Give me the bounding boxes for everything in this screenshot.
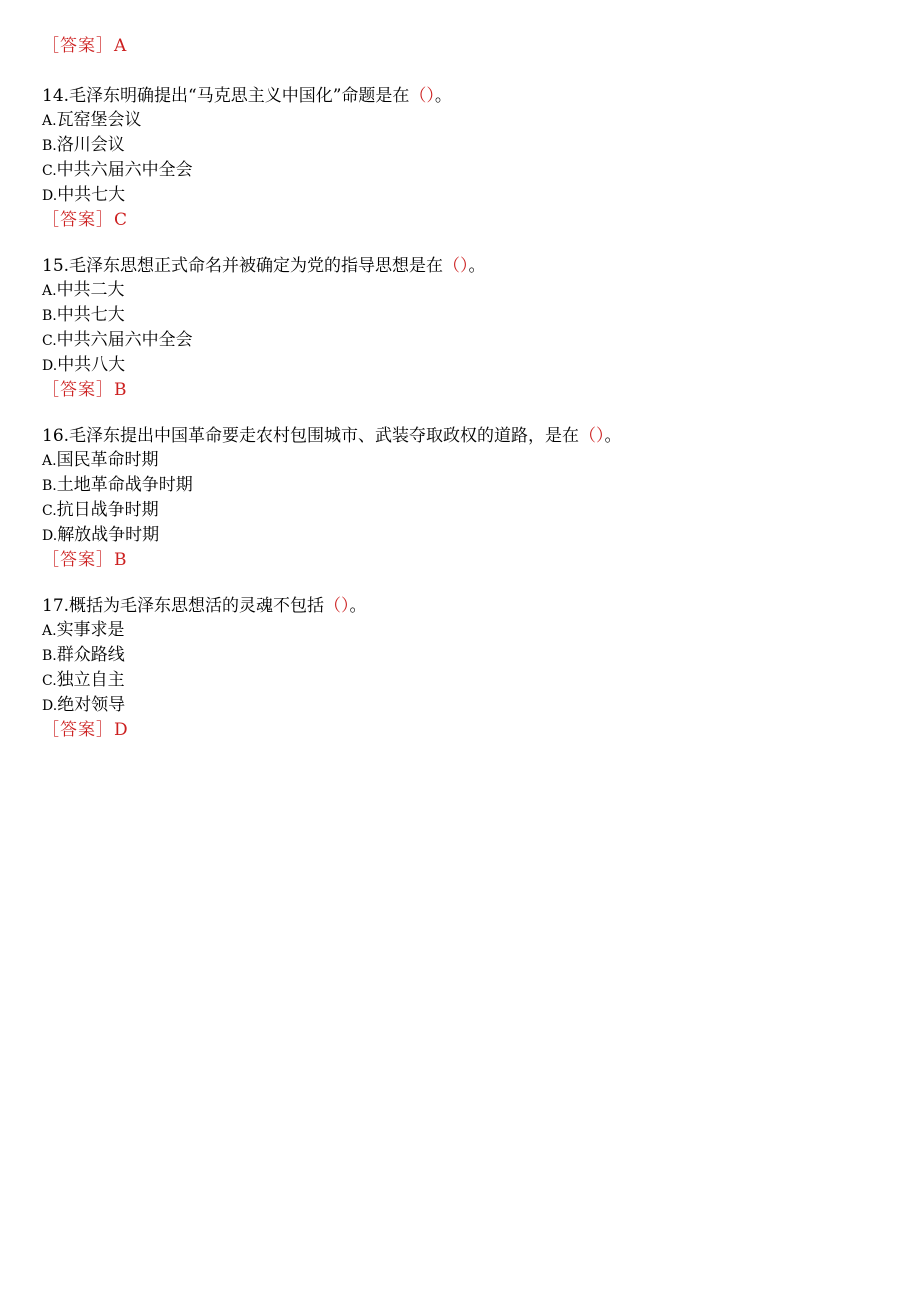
option-text: 瓦窑堡会议: [56, 110, 142, 130]
option-d: [42, 693, 882, 718]
answer-value: B: [114, 380, 128, 400]
option-a: [42, 108, 882, 133]
option-a: [42, 278, 882, 303]
question-16: [42, 424, 882, 572]
option-text: 绝对领导: [57, 695, 126, 715]
answer-line: [42, 548, 882, 572]
question-stem: [42, 424, 882, 448]
option-text: 中共八大: [57, 355, 126, 375]
option-c: [42, 158, 882, 183]
option-c: [42, 668, 882, 693]
option-letter: A.: [42, 283, 57, 299]
option-c: [42, 328, 882, 353]
option-letter: D.: [42, 188, 58, 204]
answer-label: ［答案］: [42, 380, 114, 400]
option-b: [42, 303, 882, 328]
stem-end: 。: [468, 256, 486, 276]
answer-label: ［答案］: [42, 550, 114, 570]
option-c: [42, 498, 882, 523]
option-d: [42, 353, 882, 378]
stem-end: 。: [434, 86, 452, 106]
option-letter: B.: [42, 308, 57, 324]
option-text: 实事求是: [56, 620, 125, 640]
option-letter: A.: [42, 453, 57, 469]
stem-end: 。: [349, 596, 367, 616]
question-14: [42, 84, 882, 232]
option-letter: C.: [42, 163, 57, 179]
answer-value: D: [114, 720, 129, 740]
question-stem: [42, 254, 882, 278]
blank-parentheses: （）: [324, 596, 350, 616]
option-letter: C.: [42, 333, 57, 349]
question-17: [42, 594, 882, 742]
option-b: [42, 643, 882, 668]
option-text: 洛川会议: [56, 135, 125, 155]
option-d: [42, 183, 882, 208]
option-letter: A.: [42, 113, 57, 129]
option-text: 解放战争时期: [57, 525, 160, 545]
stem-text: 17.概括为毛泽东思想活的灵魂不包括: [42, 596, 325, 616]
option-text: 中共二大: [56, 280, 125, 300]
answer-line: [42, 378, 882, 402]
question-15: [42, 254, 882, 402]
option-text: 中共七大: [57, 185, 126, 205]
stem-end: 。: [604, 426, 622, 446]
stem-text: 16.毛泽东提出中国革命要走农村包围城市、武装夺取政权的道路，是在: [42, 426, 580, 446]
option-a: [42, 618, 882, 643]
answer-value: B: [114, 550, 128, 570]
option-text: 抗日战争时期: [56, 500, 159, 520]
option-letter: B.: [42, 478, 57, 494]
question-stem: [42, 594, 882, 618]
option-text: 中共六届六中全会: [56, 160, 193, 180]
question-stem: [42, 84, 882, 108]
option-letter: D.: [42, 698, 58, 714]
option-letter: B.: [42, 648, 57, 664]
answer-label: ［答案］: [42, 210, 114, 230]
option-a: [42, 448, 882, 473]
stem-text: 14.毛泽东明确提出“马克思主义中国化”命题是在: [42, 86, 410, 106]
option-text: 中共七大: [56, 305, 125, 325]
blank-parentheses: （）: [443, 256, 469, 276]
blank-parentheses: （）: [409, 86, 435, 106]
previous-answer: [42, 34, 127, 58]
answer-label: ［答案］: [42, 36, 114, 56]
answer-line: [42, 208, 882, 232]
option-text: 独立自主: [56, 670, 125, 690]
option-b: [42, 133, 882, 158]
option-text: 国民革命时期: [56, 450, 159, 470]
option-letter: C.: [42, 503, 57, 519]
blank-parentheses: （）: [579, 426, 605, 446]
option-letter: B.: [42, 138, 57, 154]
option-text: 土地革命战争时期: [56, 475, 193, 495]
option-text: 群众路线: [56, 645, 125, 665]
answer-value: A: [114, 36, 128, 56]
answer-value: C: [114, 210, 129, 230]
answer-line: [42, 718, 882, 742]
option-text: 中共六届六中全会: [56, 330, 193, 350]
option-b: [42, 473, 882, 498]
stem-text: 15.毛泽东思想正式命名并被确定为党的指导思想是在: [42, 256, 444, 276]
option-letter: C.: [42, 673, 57, 689]
option-letter: D.: [42, 528, 58, 544]
answer-label: ［答案］: [42, 720, 114, 740]
option-d: [42, 523, 882, 548]
option-letter: A.: [42, 623, 57, 639]
option-letter: D.: [42, 358, 58, 374]
